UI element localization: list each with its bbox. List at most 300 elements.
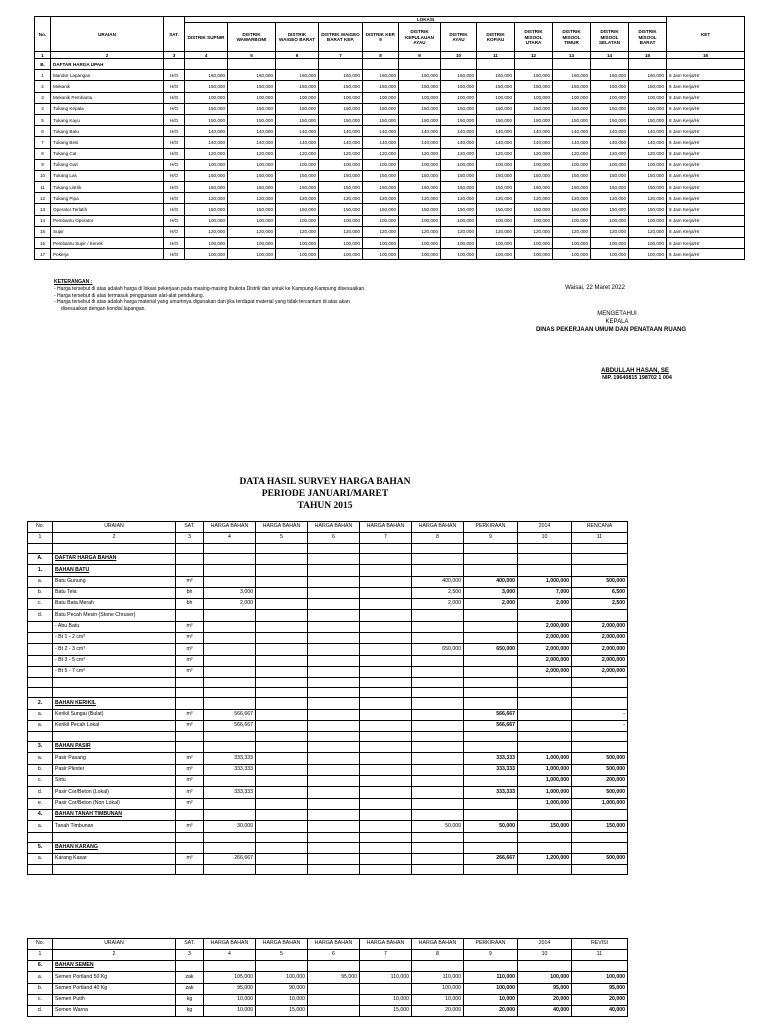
header-row bbox=[28, 522, 628, 533]
table-cell bbox=[518, 742, 572, 753]
table-cell bbox=[308, 787, 360, 798]
table-cell bbox=[412, 698, 464, 709]
table-cell: m³ bbox=[176, 655, 204, 666]
table-cell bbox=[308, 1006, 360, 1017]
table-cell: 150,000 bbox=[228, 81, 276, 92]
col-header: URAIAN bbox=[53, 522, 176, 533]
table-cell bbox=[572, 842, 628, 853]
table-cell: 120,000 bbox=[319, 226, 363, 237]
table-row bbox=[35, 148, 745, 159]
table-cell: 10,000 bbox=[204, 994, 256, 1005]
empty-cell bbox=[360, 832, 412, 842]
table-cell: 140,000 bbox=[629, 126, 667, 137]
table-cell: 50,000 bbox=[464, 821, 518, 832]
table-cell bbox=[53, 809, 176, 820]
table-cell: 2,000,000 bbox=[518, 655, 572, 666]
table-cell: 140,000 bbox=[591, 126, 629, 137]
empty-cell bbox=[629, 59, 667, 70]
table-cell: 8 Jam Kerja/Hr bbox=[667, 170, 745, 181]
table-cell bbox=[176, 961, 204, 972]
table-cell: 11 bbox=[35, 182, 51, 193]
table-cell: 150,000 bbox=[363, 103, 399, 114]
table-cell: 150,000 bbox=[477, 204, 515, 215]
table-cell: Batu Gunung bbox=[53, 576, 176, 587]
table-cell: 266,667 bbox=[464, 853, 518, 864]
table-cell: 110,000 bbox=[464, 972, 518, 983]
section-row bbox=[28, 809, 628, 820]
table-cell: 120,000 bbox=[515, 193, 553, 204]
table-cell: Pekerja bbox=[51, 249, 164, 260]
table-cell: 8 Jam Kerja/Hr bbox=[667, 81, 745, 92]
table-cell: H/O bbox=[164, 249, 185, 260]
table-cell: 150,000 bbox=[399, 170, 441, 181]
column-number: 10 bbox=[518, 533, 572, 544]
col-header: HARGA BAHAN bbox=[360, 939, 412, 950]
table-cell: H/O bbox=[164, 226, 185, 237]
table-row bbox=[28, 1006, 628, 1017]
section-title: DAFTAR HARGA UPAH bbox=[51, 59, 164, 70]
table-cell bbox=[412, 610, 464, 621]
column-number: 4 bbox=[204, 533, 256, 544]
empty-cell bbox=[572, 832, 628, 842]
table-cell: c. bbox=[28, 599, 53, 610]
table-cell: Mekanik bbox=[51, 81, 164, 92]
table-cell bbox=[256, 644, 308, 655]
table-cell bbox=[176, 842, 204, 853]
table-cell bbox=[204, 842, 256, 853]
table-cell: 2,500 bbox=[572, 599, 628, 610]
empty-cell bbox=[308, 865, 360, 875]
empty-cell bbox=[204, 732, 256, 742]
col-header: SAT. bbox=[176, 522, 204, 533]
table-cell: 160,000 bbox=[319, 70, 363, 81]
table-cell: Pembantu Supir / Kenek bbox=[51, 238, 164, 249]
table-cell: 333,333 bbox=[204, 764, 256, 775]
table-cell: - Abu Batu bbox=[53, 621, 176, 632]
table-cell: 1,000,000 bbox=[518, 798, 572, 809]
table-cell: Mandor Lapangan bbox=[51, 70, 164, 81]
table-row bbox=[28, 776, 628, 787]
column-number: 11 bbox=[477, 52, 515, 59]
column-number: 5 bbox=[256, 950, 308, 961]
col-header: HARGA BAHAN bbox=[256, 939, 308, 950]
empty-cell bbox=[185, 59, 228, 70]
table-cell: 6. bbox=[28, 961, 53, 972]
table-cell bbox=[204, 742, 256, 753]
table-cell bbox=[360, 576, 412, 587]
table-cell: 100,000 bbox=[185, 92, 228, 103]
table-cell: 160,000 bbox=[228, 70, 276, 81]
table-cell: Pasir Cor/Beton (Lokal) bbox=[53, 787, 176, 798]
table-cell: 100,000 bbox=[363, 159, 399, 170]
col-header: URAIAN bbox=[53, 939, 176, 950]
table-cell: 150,000 bbox=[319, 204, 363, 215]
table-cell: d. bbox=[28, 1006, 53, 1017]
table-cell: 140,000 bbox=[319, 137, 363, 148]
empty-cell bbox=[53, 688, 176, 698]
column-number: 1 bbox=[28, 950, 53, 961]
column-number: 8 bbox=[412, 950, 464, 961]
table-cell bbox=[464, 621, 518, 632]
table-cell: 100,000 bbox=[319, 159, 363, 170]
title-line: TAHUN 2015 bbox=[297, 500, 353, 511]
table-cell: 2,000 bbox=[518, 599, 572, 610]
table-row bbox=[35, 193, 745, 204]
table-row bbox=[35, 103, 745, 114]
table-cell bbox=[53, 565, 176, 576]
column-number: 8 bbox=[363, 52, 399, 59]
empty-cell bbox=[176, 732, 204, 742]
table-cell: 500,000 bbox=[572, 764, 628, 775]
column-number: 6 bbox=[276, 52, 319, 59]
table-cell: 150,000 bbox=[629, 114, 667, 125]
table-cell bbox=[412, 720, 464, 731]
table-cell: Semen Warna bbox=[53, 1006, 176, 1017]
column-number: 11 bbox=[572, 950, 628, 961]
signatory-nip: NIP. 19640815 198702 1 004 bbox=[602, 375, 672, 382]
empty-cell bbox=[572, 865, 628, 875]
table-cell: 150,000 bbox=[441, 81, 477, 92]
table-cell: 120,000 bbox=[441, 148, 477, 159]
col-header: 2014 bbox=[518, 522, 572, 533]
table-cell: m³ bbox=[176, 798, 204, 809]
table-cell: H/O bbox=[164, 70, 185, 81]
table-cell: 333,333 bbox=[464, 753, 518, 764]
table-cell: 16 bbox=[35, 238, 51, 249]
table-cell: 150,000 bbox=[276, 182, 319, 193]
table-cell bbox=[53, 742, 176, 753]
table-cell: Tukang Las bbox=[51, 170, 164, 181]
column-number-row bbox=[28, 533, 628, 544]
table-cell: 10,000 bbox=[256, 994, 308, 1005]
empty-cell bbox=[412, 832, 464, 842]
table-cell bbox=[464, 610, 518, 621]
table-cell: Mekanik Pembantu bbox=[51, 92, 164, 103]
mengetahui-label: MENGETAHUI bbox=[597, 311, 637, 318]
table-cell bbox=[412, 742, 464, 753]
table-cell: 105,000 bbox=[204, 972, 256, 983]
empty-cell bbox=[256, 832, 308, 842]
table-cell bbox=[360, 655, 412, 666]
table-cell: 140,000 bbox=[399, 126, 441, 137]
col-header: HARGA BAHAN bbox=[256, 522, 308, 533]
empty-cell bbox=[464, 865, 518, 875]
note-line: - Harga tersebut di atas adalah harga material yang umumnya digunakan dan jika terdapat material yang tidak tercantum di atas akan bbox=[54, 299, 350, 306]
column-number: 2 bbox=[53, 950, 176, 961]
table-cell: 7,000 bbox=[518, 587, 572, 598]
table-cell: 8 Jam Kerja/Hr bbox=[667, 70, 745, 81]
table-cell: 100,000 bbox=[256, 972, 308, 983]
table-cell: 333,333 bbox=[204, 787, 256, 798]
table-cell: 150,000 bbox=[276, 170, 319, 181]
empty-cell bbox=[256, 732, 308, 742]
table-cell: 140,000 bbox=[515, 126, 553, 137]
table-cell: 150,000 bbox=[363, 114, 399, 125]
empty-cell bbox=[360, 678, 412, 688]
col-header: No. bbox=[35, 17, 51, 52]
table-row bbox=[35, 92, 745, 103]
table-cell bbox=[464, 742, 518, 753]
table-cell: Semen Putih bbox=[53, 994, 176, 1005]
table-cell bbox=[204, 698, 256, 709]
table-cell bbox=[176, 554, 204, 565]
table-cell: Tukang Batu bbox=[51, 126, 164, 137]
table-cell: 15 bbox=[35, 226, 51, 237]
table-cell bbox=[256, 798, 308, 809]
col-header: HARGA BAHAN bbox=[308, 522, 360, 533]
table-cell: 120,000 bbox=[515, 226, 553, 237]
table-row bbox=[35, 204, 745, 215]
table-cell: 2,000,000 bbox=[518, 633, 572, 644]
col-header: HARGA BAHAN bbox=[412, 522, 464, 533]
table-cell: 150,000 bbox=[591, 170, 629, 181]
table-cell: 150,000 bbox=[591, 182, 629, 193]
harga-bahan-table bbox=[27, 521, 628, 875]
table-cell: Pasir Plester bbox=[53, 764, 176, 775]
table-cell bbox=[256, 587, 308, 598]
table-cell: 150,000 bbox=[515, 114, 553, 125]
table-cell: 266,667 bbox=[204, 853, 256, 864]
table-cell: a. bbox=[28, 821, 53, 832]
section-title: BAHAN KERIKIL bbox=[55, 699, 96, 706]
table-row bbox=[35, 215, 745, 226]
table-cell: 100,000 bbox=[185, 159, 228, 170]
empty-cell bbox=[360, 688, 412, 698]
table-cell: 150,000 bbox=[477, 81, 515, 92]
table-cell: 3,000 bbox=[464, 587, 518, 598]
table-cell: 2 bbox=[35, 81, 51, 92]
table-cell: 8 Jam Kerja/Hr bbox=[667, 204, 745, 215]
table-cell bbox=[28, 633, 53, 644]
table-cell: 140,000 bbox=[591, 137, 629, 148]
table-cell: Kerikil Sungai (Bulat) bbox=[53, 709, 176, 720]
column-number: 6 bbox=[308, 533, 360, 544]
table-cell: a. bbox=[28, 753, 53, 764]
table-cell: 100,000 bbox=[276, 238, 319, 249]
table-cell: 140,000 bbox=[228, 126, 276, 137]
table-cell: 500,000 bbox=[572, 753, 628, 764]
column-number: 3 bbox=[176, 533, 204, 544]
table-cell bbox=[204, 633, 256, 644]
title-line: PERIODE JANUARI/MARET bbox=[261, 488, 389, 499]
table-cell bbox=[204, 809, 256, 820]
table-cell bbox=[256, 764, 308, 775]
table-cell: 100,000 bbox=[553, 249, 591, 260]
table-cell: 2,000,000 bbox=[518, 621, 572, 632]
table-cell: 150,000 bbox=[185, 170, 228, 181]
table-cell: Tukang Pipa bbox=[51, 193, 164, 204]
table-cell bbox=[308, 644, 360, 655]
district-header: DISTRIK KEPULAUAN AYAU bbox=[399, 23, 441, 52]
empty-cell bbox=[53, 544, 176, 554]
empty-cell bbox=[28, 865, 53, 875]
table-cell: 2. bbox=[28, 698, 53, 709]
column-number: 15 bbox=[629, 52, 667, 59]
table-cell: 20,000 bbox=[412, 1006, 464, 1017]
table-cell: 150,000 bbox=[363, 170, 399, 181]
column-number: 16 bbox=[667, 52, 745, 59]
blank-row bbox=[28, 832, 628, 842]
table-cell bbox=[204, 655, 256, 666]
column-number: 4 bbox=[204, 950, 256, 961]
table-cell: 10,000 bbox=[360, 994, 412, 1005]
table-cell bbox=[204, 666, 256, 677]
table-cell: 333,333 bbox=[464, 764, 518, 775]
table-cell: H/O bbox=[164, 81, 185, 92]
table-cell: m³ bbox=[176, 787, 204, 798]
note-line: disesuaikan dengan kondisi lapangan. bbox=[61, 306, 146, 312]
table-cell: 140,000 bbox=[276, 137, 319, 148]
table-cell bbox=[360, 621, 412, 632]
table-row bbox=[28, 599, 628, 610]
table-cell bbox=[176, 809, 204, 820]
table-cell bbox=[53, 961, 176, 972]
table-cell bbox=[412, 776, 464, 787]
table-cell bbox=[464, 961, 518, 972]
table-cell bbox=[308, 576, 360, 587]
table-cell: 150,000 bbox=[518, 821, 572, 832]
table-cell bbox=[308, 599, 360, 610]
col-header: 2014 bbox=[518, 939, 572, 950]
table-cell: 2,000,000 bbox=[572, 644, 628, 655]
table-cell: 120,000 bbox=[477, 226, 515, 237]
header-row bbox=[28, 939, 628, 950]
empty-cell bbox=[256, 544, 308, 554]
table-cell bbox=[308, 994, 360, 1005]
table-cell bbox=[256, 842, 308, 853]
table-cell: 95,000 bbox=[518, 983, 572, 994]
table-cell: 150,000 bbox=[185, 103, 228, 114]
table-cell bbox=[308, 720, 360, 731]
empty-cell bbox=[204, 688, 256, 698]
table-cell: 100,000 bbox=[515, 215, 553, 226]
table-cell: 1,000,000 bbox=[518, 787, 572, 798]
table-cell bbox=[412, 633, 464, 644]
table-cell bbox=[256, 655, 308, 666]
table-cell: 100,000 bbox=[518, 972, 572, 983]
table-cell: 2,000,000 bbox=[572, 666, 628, 677]
section-title: DAFTAR HARGA BAHAN bbox=[55, 555, 117, 562]
table-cell: b. bbox=[28, 983, 53, 994]
table-cell: 8 Jam Kerja/Hr bbox=[667, 114, 745, 125]
empty-cell bbox=[308, 732, 360, 742]
table-cell: zak bbox=[176, 983, 204, 994]
column-number: 2 bbox=[53, 533, 176, 544]
table-cell bbox=[204, 554, 256, 565]
empty-cell bbox=[477, 59, 515, 70]
district-header: DISTRIK MISOOL UTARA bbox=[515, 23, 553, 52]
empty-cell bbox=[441, 59, 477, 70]
table-cell: 1,000,000 bbox=[518, 764, 572, 775]
table-cell: 120,000 bbox=[399, 226, 441, 237]
empty-cell bbox=[256, 678, 308, 688]
table-cell: a. bbox=[28, 972, 53, 983]
dinas-label: DINAS PEKERJAAN UMUM DAN PENATAAN RUANG bbox=[535, 327, 687, 334]
table-cell: a. bbox=[28, 853, 53, 864]
section-title: BAHAN SEMEN bbox=[55, 962, 94, 969]
table-cell: 100,000 bbox=[477, 238, 515, 249]
empty-cell bbox=[667, 59, 745, 70]
col-header: HARGA BAHAN bbox=[204, 522, 256, 533]
column-number: 2 bbox=[51, 52, 164, 59]
section-row bbox=[28, 742, 628, 753]
table-cell: 150,000 bbox=[515, 103, 553, 114]
table-cell: Pembantu Operator bbox=[51, 215, 164, 226]
table-cell: 100,000 bbox=[515, 238, 553, 249]
table-cell bbox=[572, 742, 628, 753]
table-cell: 100,000 bbox=[553, 238, 591, 249]
table-cell bbox=[256, 821, 308, 832]
table-cell: 150,000 bbox=[477, 114, 515, 125]
table-cell: 1,000,000 bbox=[518, 776, 572, 787]
table-cell: e. bbox=[28, 798, 53, 809]
empty-cell bbox=[53, 732, 176, 742]
col-header: KET bbox=[667, 17, 745, 52]
table-cell: 30,000 bbox=[204, 821, 256, 832]
table-cell: Semen Portland 50 Kg bbox=[53, 972, 176, 983]
table-cell: 8 Jam Kerja/Hr bbox=[667, 182, 745, 193]
column-number: 9 bbox=[399, 52, 441, 59]
empty-cell bbox=[176, 544, 204, 554]
table-cell: 150,000 bbox=[591, 204, 629, 215]
district-header: DISTRIK AYAU bbox=[441, 23, 477, 52]
table-cell: 100,000 bbox=[464, 983, 518, 994]
table-cell: m³ bbox=[176, 720, 204, 731]
table-cell: 160,000 bbox=[441, 70, 477, 81]
table-cell: 566,667 bbox=[204, 709, 256, 720]
table-row bbox=[35, 238, 745, 249]
table-cell: H/O bbox=[164, 148, 185, 159]
table-cell: m³ bbox=[176, 644, 204, 655]
table-cell: 150,000 bbox=[477, 103, 515, 114]
table-row bbox=[28, 644, 628, 655]
table-cell: 8 Jam Kerja/Hr bbox=[667, 137, 745, 148]
table-row bbox=[28, 666, 628, 677]
table-cell: 1,000,000 bbox=[518, 576, 572, 587]
table-cell: 100,000 bbox=[363, 249, 399, 260]
harga-semen-table bbox=[27, 938, 628, 1017]
column-number: 8 bbox=[412, 533, 464, 544]
table-cell: 150,000 bbox=[399, 114, 441, 125]
table-cell: 2,000,000 bbox=[518, 666, 572, 677]
col-header: SAT. bbox=[164, 17, 185, 52]
empty-cell bbox=[363, 59, 399, 70]
table-cell: 100,000 bbox=[228, 92, 276, 103]
table-cell bbox=[308, 565, 360, 576]
table-cell: 150,000 bbox=[629, 204, 667, 215]
table-cell: 150,000 bbox=[319, 81, 363, 92]
empty-cell bbox=[412, 678, 464, 688]
column-number: 5 bbox=[256, 533, 308, 544]
table-cell bbox=[412, 842, 464, 853]
table-cell: 100,000 bbox=[629, 238, 667, 249]
table-cell bbox=[53, 698, 176, 709]
table-cell bbox=[360, 853, 412, 864]
table-cell: 140,000 bbox=[276, 126, 319, 137]
table-cell bbox=[572, 698, 628, 709]
table-cell: 8 Jam Kerja/Hr bbox=[667, 249, 745, 260]
empty-cell bbox=[28, 732, 53, 742]
table-cell: 100,000 bbox=[399, 215, 441, 226]
table-cell: 140,000 bbox=[515, 137, 553, 148]
table-cell: 120,000 bbox=[553, 193, 591, 204]
table-cell: 566,667 bbox=[464, 709, 518, 720]
table-cell bbox=[360, 565, 412, 576]
table-cell bbox=[412, 655, 464, 666]
table-cell: Tukang Besi bbox=[51, 137, 164, 148]
table-cell bbox=[572, 610, 628, 621]
table-cell: 10,000 bbox=[412, 994, 464, 1005]
